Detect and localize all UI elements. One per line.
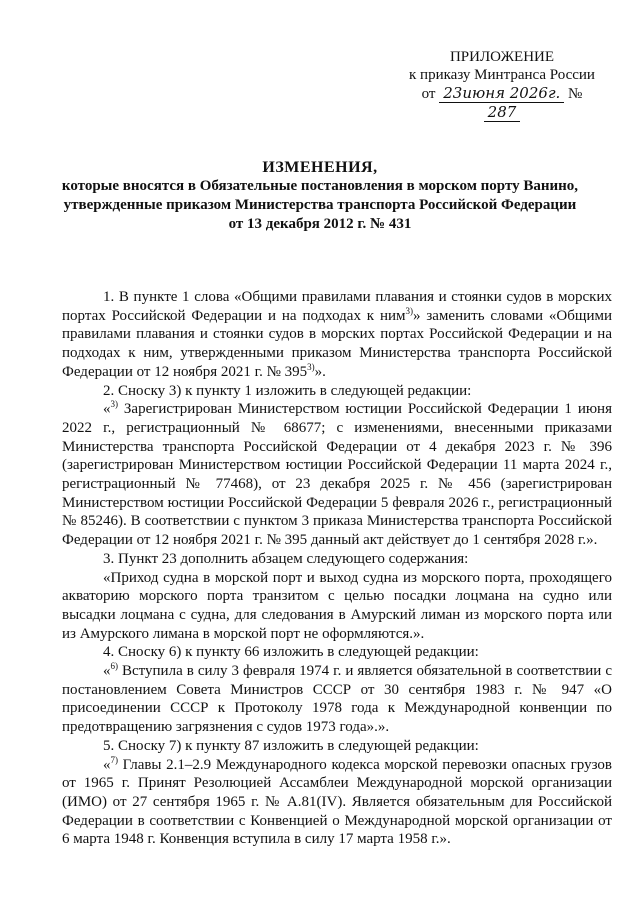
handwritten-number: 287	[484, 103, 521, 122]
document-body	[62, 288, 612, 849]
paragraph-5: «Приход судна в морской порт и выход судна из морского порта, проходящего акваторию морского порта транзитом с целью посадки лоцмана на судно или высадки лоцмана с судна, для следования в Амурский лиман из морского порта или из Амурского лимана в морской порт не оформляются.».	[62, 569, 612, 642]
title-line-3: утвержденные приказом Министерства транспорта Российской Федерации	[63, 197, 577, 213]
title-main: ИЗМЕНЕНИЯ,	[262, 159, 378, 176]
paragraph-2: 2. Сноску 3) к пункту 1 изложить в следующей редакции:	[103, 382, 472, 399]
handwritten-date: 23июня 2026г.	[439, 84, 564, 103]
order-reference: к приказу Минтранса России	[409, 67, 595, 83]
paragraph-1: 1. В пункте 1 слова «Общими правилами плавания и стоянки судов в морских портах Российской Федерации и на подходах к ним$^{3)}$» заменить словами «Общими правилами плавания и стоянки судов в морских портах Российской Федерации и на подходах к ним, утвержденными приказом Министерства транспорта Российской Федерации от 12 ноября 2021 г. № 395$^{3)}$».	[62, 289, 612, 380]
document-title	[40, 158, 600, 234]
date-prefix: от	[421, 86, 436, 102]
title-line-2: которые вносятся в Обязательные постановления в морском порту Ванино,	[61, 178, 579, 194]
paragraph-4: 3. Пункт 23 дополнить абзацем следующего содержания:	[103, 550, 469, 567]
number-sign: №	[568, 86, 583, 102]
paragraph-9: «$^{7)}$ Главы 2.1–2.9 Международного кодекса морской перевозки опасных грузов от 1965 г. Принят Резолюцией Ассамблеи Международной морской организации (ИМО) от 27 сентября 1965 г. № А.81(IV). Является обязательным для Российской Федерации в соответствии с Конвенцией о Международной морской организации от 6 марта 1948 г. Конвенция вступила в силу 17 марта 1958 г.».	[62, 754, 612, 848]
appendix-label: ПРИЛОЖЕНИЕ	[449, 49, 555, 65]
paragraph-8: 5. Сноску 7) к пункту 87 изложить в следующей редакции:	[103, 737, 479, 754]
document-header	[402, 48, 602, 122]
paragraph-7: «$^{6)}$ Вступила в силу 3 февраля 1974 г. и является обязательной в соответствии с постановлением Совета Министров СССР от 30 сентября 1983 г. № 947 «О присоединении СССР к Протоколу 1978 года к Международной конвенции по предотвращению загрязнения с судов 1973 года».».	[62, 661, 612, 736]
paragraph-6: 4. Сноску 6) к пункту 66 изложить в следующей редакции:	[103, 644, 479, 661]
order-date-line	[402, 84, 602, 122]
paragraph-3: «$^{3)}$ Зарегистрирован Министерством юстиции Российской Федерации 1 июня 2022 г., регистрационный № 68677; с изменениями, внесенными приказами Министерства транспорта Российской Федерации от 4 декабря 2023 г. № 396 (зарегистрирован Министерством юстиции Российской Федерации 11 марта 2024 г., регистрационный № 77468), от 23 декабря 2025 г. № 456 (зарегистрирован Министерством юстиции Российской Федерации 5 февраля 2026 г., регистрационный № 85246). В соответствии с пунктом 3 приказа Министерства транспорта Российской Федерации от 12 ноября 2021 г. № 395 данный акт действует до 1 сентября 2028 г.».	[62, 399, 612, 549]
title-line-4: от 13 декабря 2012 г. № 431	[228, 216, 412, 232]
